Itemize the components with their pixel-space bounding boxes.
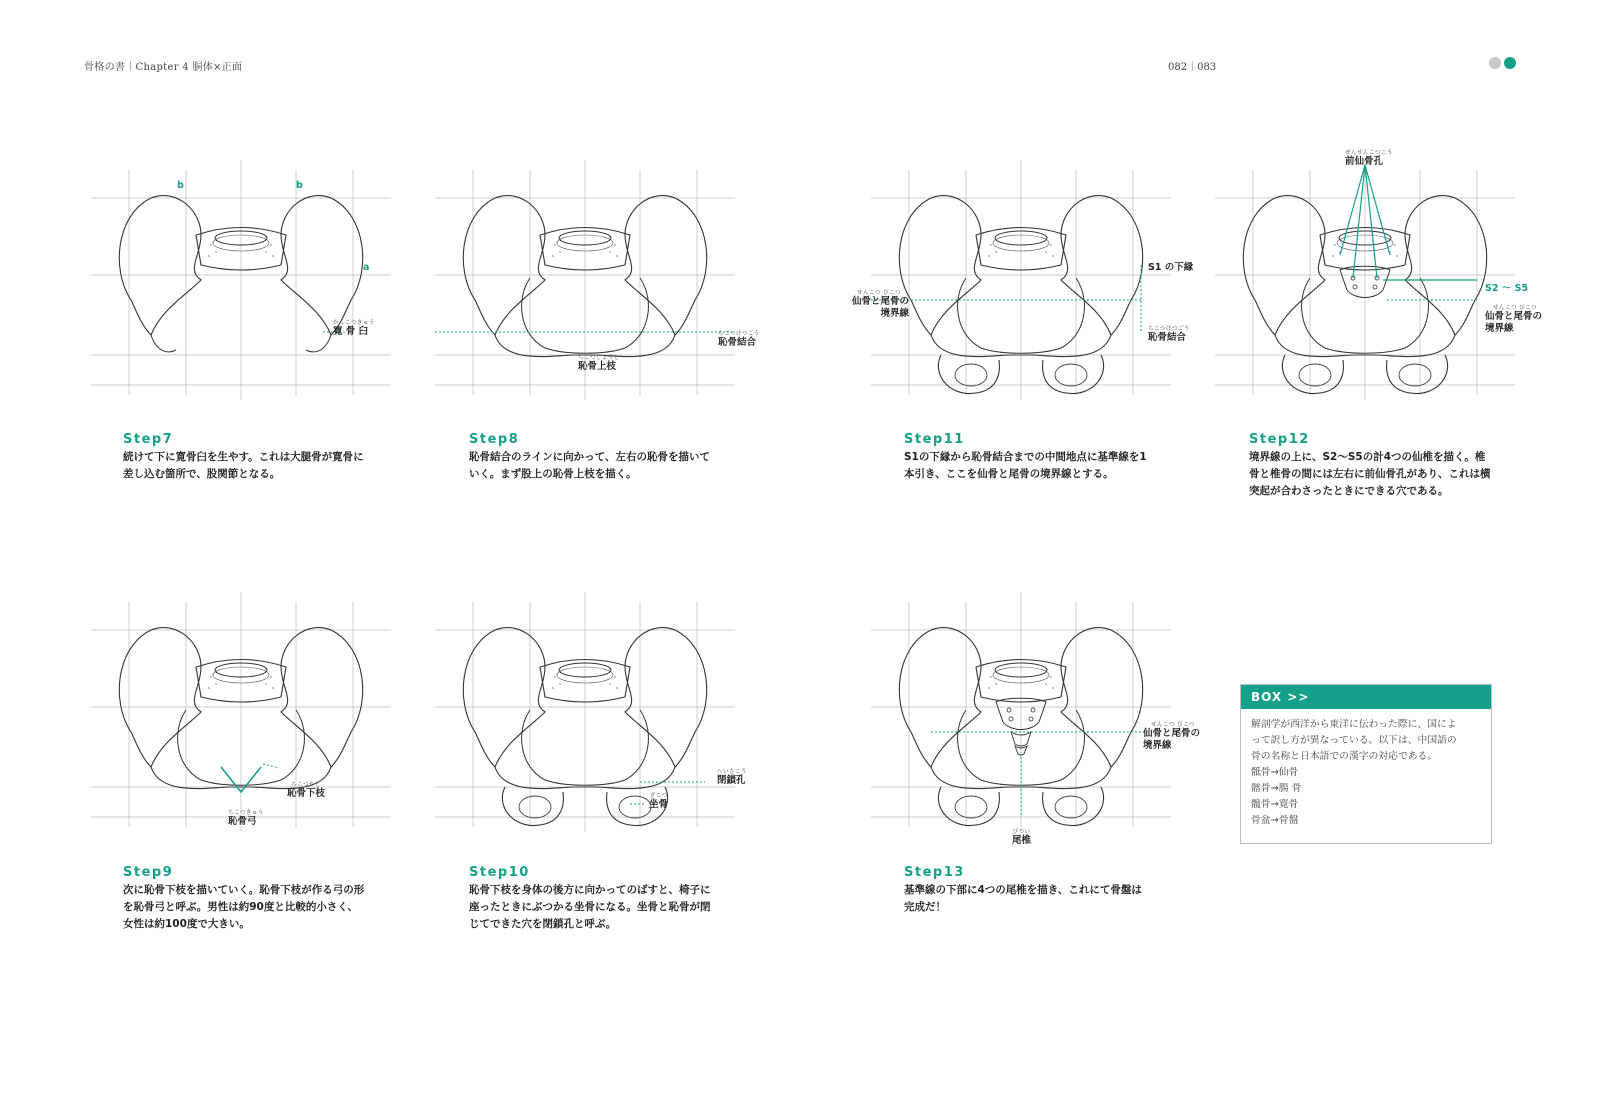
info-box-body	[1241, 709, 1491, 837]
info-box-title: BOX >>	[1241, 685, 1491, 709]
label-inferior-ramus: ちこつかし 恥骨下枝	[287, 782, 326, 799]
step8-text: 恥骨結合のラインに向かって、左右の恥骨を描いていく。まず股上の恥骨上枝を描く。	[469, 451, 710, 480]
drawing-step9	[86, 592, 396, 832]
step10-title: Step10	[469, 865, 530, 880]
info-box-line: 骨盆→骨盤	[1251, 815, 1299, 826]
mark-b-left: b	[177, 180, 184, 191]
step13-title: Step13	[904, 865, 965, 880]
running-header: 骨格の書｜Chapter 4 胴体×正面	[84, 62, 243, 73]
info-box-line: 髂骨→腸 骨	[1251, 783, 1302, 794]
page-indicator	[1489, 57, 1516, 69]
page-dot-right	[1504, 57, 1516, 69]
label-pubic-symphysis-step11: ちこつけつごう 恥骨結合	[1148, 326, 1190, 343]
label-sacro-coccyx-line-step12: せんこつ びこつ 仙骨と尾骨の境界線	[1485, 305, 1543, 334]
label-sacro-coccyx-line-step13: せんこつ びこつ 仙骨と尾骨の境界線	[1143, 722, 1201, 751]
mark-a: a	[363, 262, 370, 273]
step7-text: 続けて下に寛骨臼を生やす。これは大腿骨が寛骨に差し込む箇所で、股関節となる。	[123, 451, 364, 480]
page-numbers: 082｜083	[1168, 62, 1217, 73]
label-pubic-arch: ちこつきゅう 恥骨弓	[228, 810, 264, 827]
mark-b-right: b	[296, 180, 303, 191]
info-box	[1240, 684, 1492, 844]
step9-title: Step9	[123, 865, 174, 880]
info-box-line: 骶骨→仙骨	[1251, 767, 1299, 778]
page-dot-left	[1489, 57, 1501, 69]
drawing-step7	[86, 160, 396, 400]
label-pubic-symphysis-step8: ちこつけつごう 恥骨結合	[718, 331, 760, 348]
step12-text: 境界線の上に、S2～S5の計4つの仙椎を描く。椎骨と椎骨の間には左右に前仙骨孔があり、これは横突起が合わさったときにできる穴である。	[1249, 451, 1491, 497]
info-box-line: って訳し方が異なっている。以下は、中国語の	[1251, 735, 1457, 746]
drawing-step10	[430, 592, 740, 832]
step13-text: 基準線の下部に4つの尾椎を描き、これにて骨盤は完成だ！	[904, 884, 1142, 913]
label-s1-lower-edge: S1 の下縁	[1148, 262, 1194, 273]
label-acetabulum: かんこつきゅう 寛 骨 臼	[333, 320, 375, 337]
step9-text: 次に恥骨下枝を描いていく。恥骨下枝が作る弓の形を恥骨弓と呼ぶ。男性は約90度と比較的小さく、女性は約100度で大きい。	[123, 884, 365, 930]
label-anterior-sacral-foramina: ぜんせんこつこう 前仙骨孔	[1345, 150, 1393, 167]
step8-title: Step8	[469, 432, 520, 447]
label-obturator-foramen: へいさこう 閉鎖孔	[717, 769, 748, 786]
step10-text: 恥骨下枝を身体の後方に向かってのばすと、椅子に座ったときにぶつかる坐骨になる。坐骨と恥骨が閉じてできた穴を閉鎖孔と呼ぶ。	[469, 884, 711, 930]
step7-title: Step7	[123, 432, 174, 447]
info-box-line: 髖骨→寛骨	[1251, 799, 1299, 810]
info-box-line: 解剖学が西洋から東洋に伝わった際に、国によ	[1251, 719, 1457, 730]
label-superior-ramus: ちこつじょうし 恥骨上枝	[578, 355, 620, 372]
label-s2-s5: S2 ～ S5	[1485, 283, 1529, 294]
info-box-line: 骨の名称と日本語での漢字の対応である。	[1251, 751, 1438, 762]
label-coccyx: びつい 尾椎	[1012, 829, 1032, 846]
label-ischium: ざこつ 坐骨	[649, 793, 669, 810]
drawing-step12	[1210, 160, 1520, 400]
step11-title: Step11	[904, 432, 965, 447]
label-sacro-coccyx-line-step11: せんこつ びこつ 仙骨と尾骨の境界線	[851, 290, 909, 319]
step11-text: S1の下縁から恥骨結合までの中間地点に基準線を1本引き、ここを仙骨と尾骨の境界線とする。	[904, 451, 1147, 480]
step12-title: Step12	[1249, 432, 1310, 447]
drawing-step13	[866, 592, 1176, 832]
drawing-step11	[866, 160, 1176, 400]
